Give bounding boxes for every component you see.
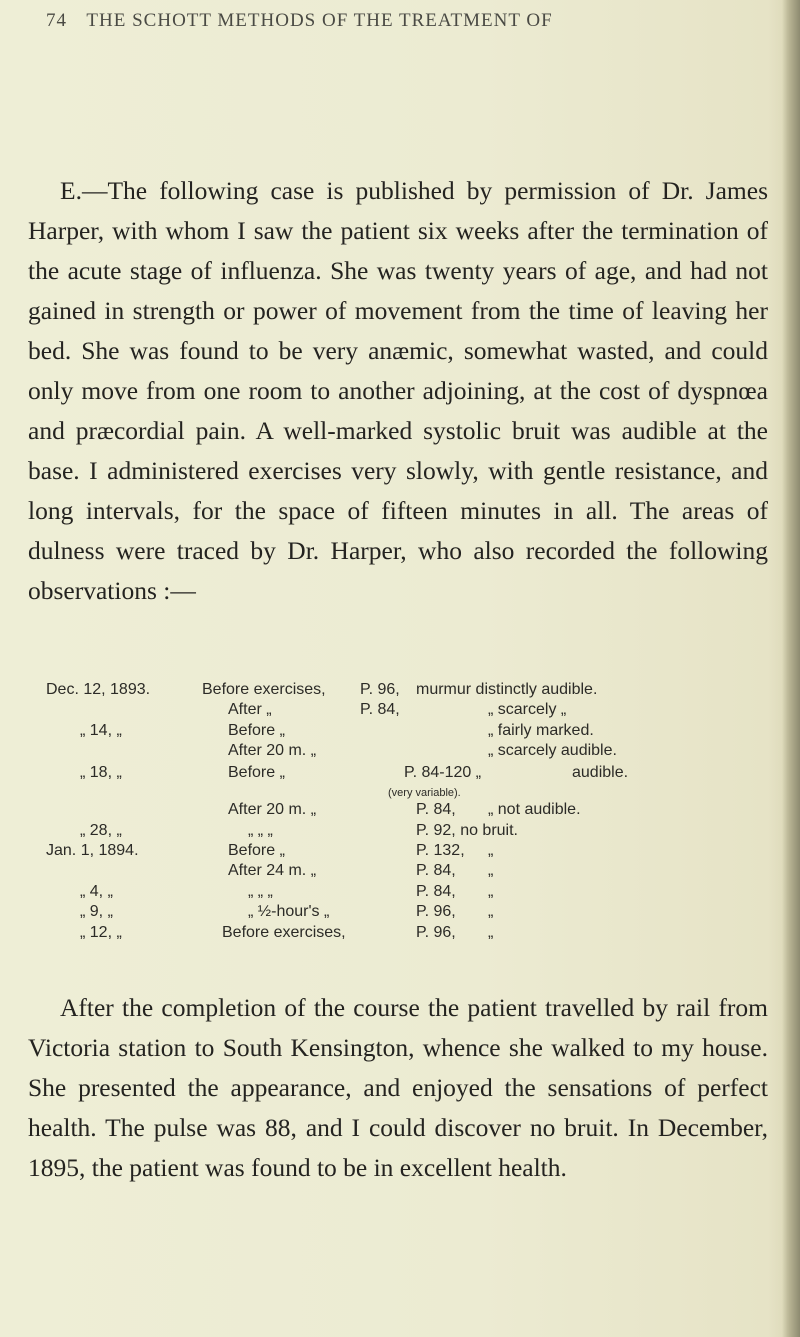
obs-date: „ 9, „ <box>80 903 113 920</box>
obs-pulse: P. 84, <box>416 801 456 818</box>
page-number: 74 <box>46 10 67 31</box>
obs-murmur: „ scarcely „ <box>488 701 567 718</box>
obs-time: „ ½-hour's „ <box>248 903 330 920</box>
obs-date: „ 28, „ <box>80 822 122 839</box>
obs-pulse-note: (very variable). <box>388 787 461 799</box>
obs-pulse: P. 96, <box>416 903 456 920</box>
obs-time: After 24 m. „ <box>228 862 317 879</box>
obs-time: After 20 m. „ <box>228 742 317 759</box>
obs-time: „ „ „ <box>248 883 273 900</box>
obs-date: Dec. 12, 1893. <box>46 681 151 698</box>
obs-time: „ „ „ <box>248 822 273 839</box>
obs-time: After 20 m. „ <box>228 801 317 818</box>
paragraph-conclusion: After the completion of the course the patient travelled by rail from Victoria station to South Kensington, whence she walked to my house. She presented the appearance, and enjoyed the sensations of perfect health. The pulse was 88, and I could discover no bruit. In December, 1895, the patient was found to be in excellent health. <box>28 993 768 1182</box>
obs-pulse: P. 84, <box>360 701 400 718</box>
running-title: THE SCHOTT METHODS OF THE TREATMENT OF <box>86 10 553 31</box>
obs-date: „ 4, „ <box>80 883 113 900</box>
obs-time: Before „ <box>228 722 285 739</box>
page-edge-shadow <box>782 0 800 1337</box>
obs-date: „ 12, „ <box>80 924 122 941</box>
observations-table <box>0 680 800 980</box>
obs-date: Jan. 1, 1894. <box>46 842 139 859</box>
obs-murmur: „ scarcely audible. <box>488 742 617 759</box>
obs-time: Before „ <box>228 764 285 781</box>
obs-murmur: „ <box>488 883 494 900</box>
obs-time: Before „ <box>228 842 285 859</box>
obs-time: Before exercises, <box>222 924 346 941</box>
obs-pulse: P. 92, no bruit. <box>416 822 518 839</box>
obs-murmur: „ <box>488 842 494 859</box>
obs-pulse: P. 84, <box>416 883 456 900</box>
obs-date: „ 14, „ <box>80 722 122 739</box>
paragraph-intro: E.—The following case is published by permission of Dr. James Harper, with whom I saw the patient six weeks after the termination of the acute stage of influenza. She was twenty years of age, and had not gained in strength or power of movement from the time of leaving her bed. She was found to be very anæmic, somewhat wasted, and could only move from one room to another adjoining, at the cost of dyspnœa and præcordial pain. A well-marked systolic bruit was audible at the base. I administered exercises very slowly, with gentle resistance, and long intervals, for the space of fifteen minutes in all. The areas of dulness were traced by Dr. Harper, who also recorded the following observations :— <box>28 176 768 605</box>
obs-pulse: P. 84-120 „ <box>404 764 482 781</box>
running-header <box>46 10 553 32</box>
obs-murmur: „ <box>488 924 494 941</box>
obs-murmur: „ <box>488 903 494 920</box>
obs-murmur: murmur distinctly audible. <box>416 681 598 698</box>
obs-pulse: P. 84, <box>416 862 456 879</box>
obs-murmur: audible. <box>572 764 629 781</box>
obs-time: After „ <box>228 701 272 718</box>
obs-murmur: „ fairly marked. <box>488 722 594 739</box>
obs-time: Before exercises, <box>202 681 326 698</box>
obs-pulse: P. 96, <box>360 681 400 698</box>
obs-pulse: P. 96, <box>416 924 456 941</box>
obs-murmur: „ <box>488 862 494 879</box>
obs-date: „ 18, „ <box>80 764 122 781</box>
obs-murmur: „ not audible. <box>488 801 581 818</box>
obs-pulse: P. 132, <box>416 842 465 859</box>
